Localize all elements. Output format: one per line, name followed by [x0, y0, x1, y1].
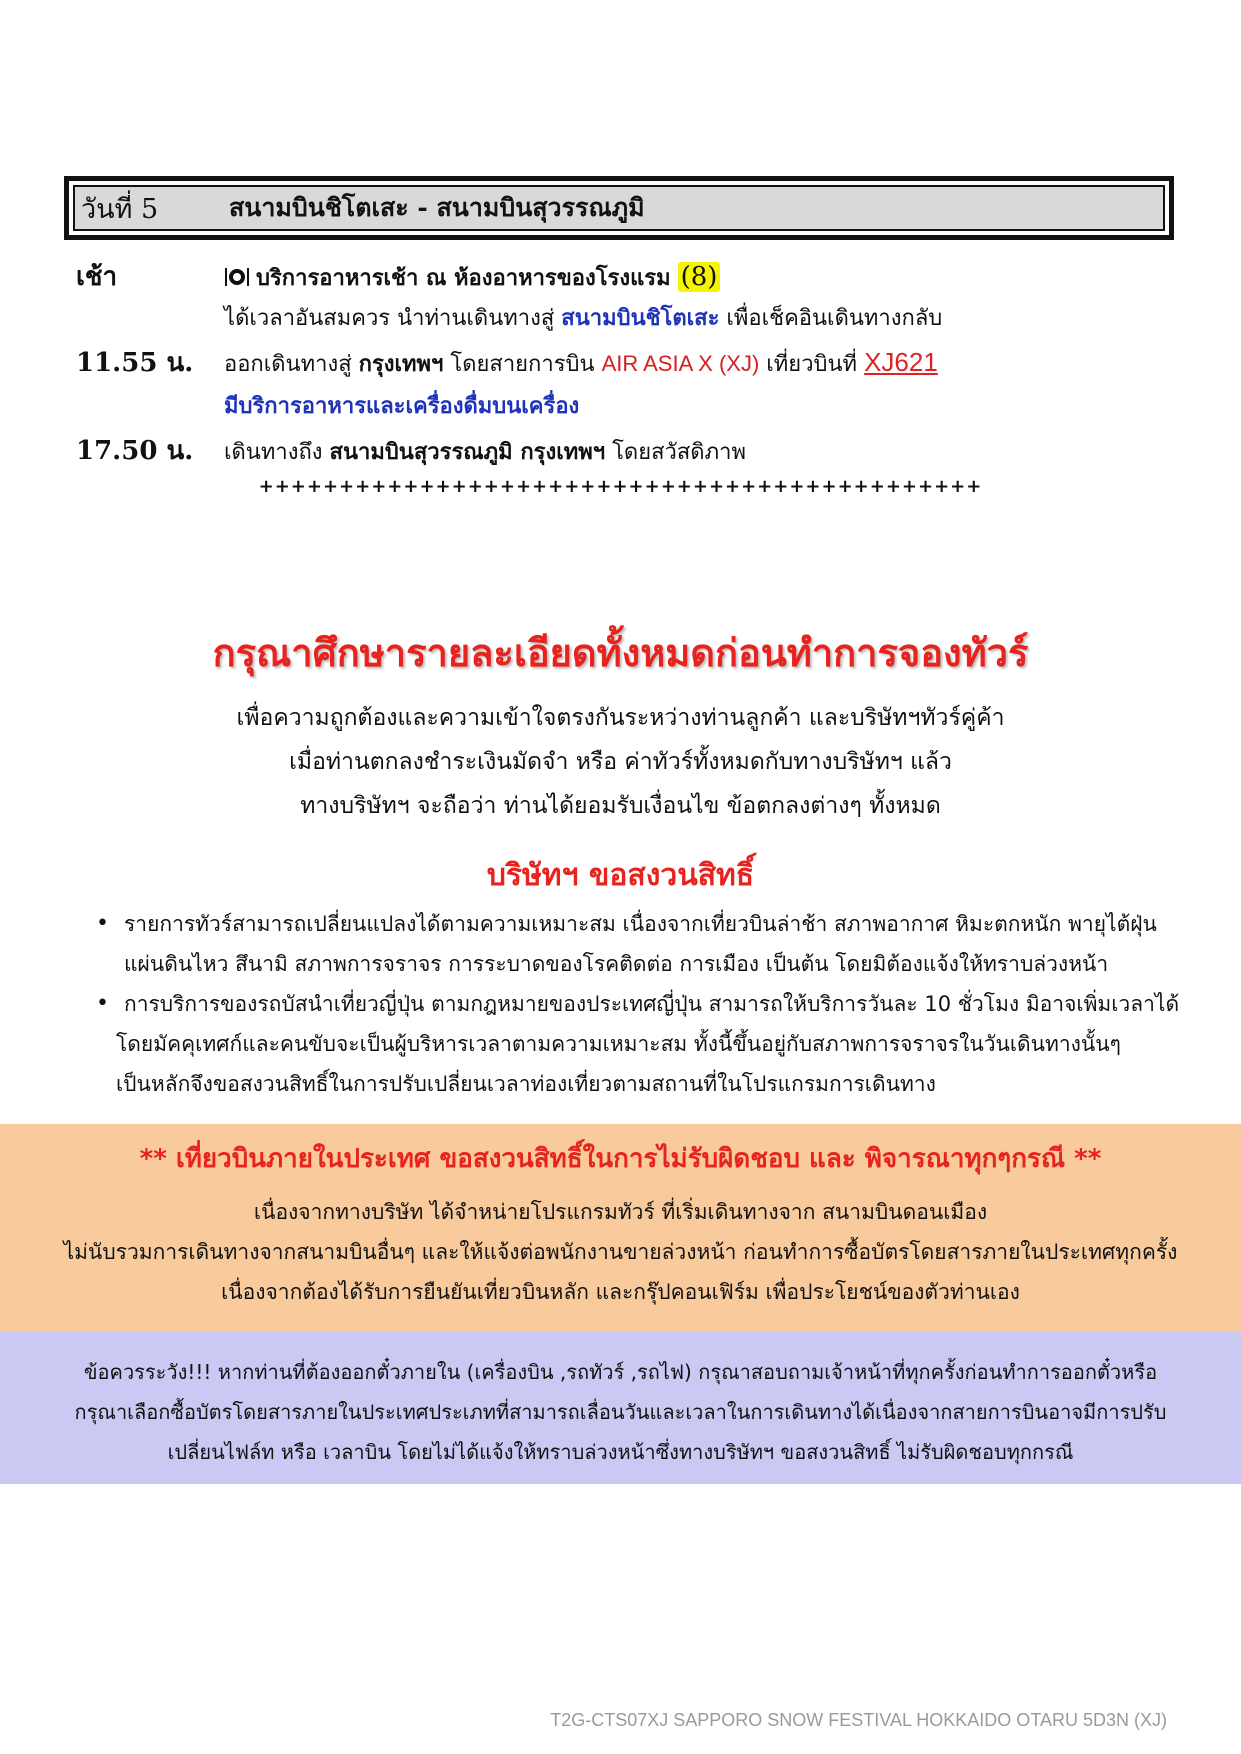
airport-highlight: สนามบินชิโตเสะ: [561, 305, 720, 331]
departure-mid: โดยสายการบิน: [450, 352, 595, 377]
day-label: วันที่ 5: [81, 193, 159, 225]
page-footer: T2G-CTS07XJ SAPPORO SNOW FESTIVAL HOKKAIDO OTARU 5D3N (XJ): [550, 1710, 1167, 1730]
departure-pre: ออกเดินทางสู่: [224, 352, 352, 377]
arrival-pre: เดินทางถึง: [224, 440, 323, 465]
day-route: สนามบินชิโตเสะ - สนามบินสุวรรณภูมิ: [229, 193, 645, 222]
domestic-flight-line: เนื่องจากต้องได้รับการยืนยันเที่ยวบินหลัก และกรุ๊ปคอนเฟิร์ม เพื่อประโยชน์ของตัวท่านเอง: [221, 1280, 1020, 1304]
notice-line: ทางบริษัทฯ จะถือว่า ท่านได้ยอมรับเงื่อนไข ข้อตกลงต่างๆ ทั้งหมด: [300, 793, 941, 819]
transfer-pre: ได้เวลาอันสมควร นำท่านเดินทางสู่: [224, 306, 555, 331]
caution-line: กรุณาเลือกซื้อบัตรโดยสารภายในประเทศประเภทที่สามารถเลื่อนวันและเวลาในการเดินทางได้เนื่องจากสายการบินอาจมีการปรับ: [74, 1400, 1167, 1424]
notice-title: กรุณาศึกษารายละเอียดทั้งหมดก่อนทำการจองทัวร์: [212, 631, 1029, 675]
domestic-flight-line: เนื่องจากทางบริษัท ได้จำหน่ายโปรแกรมทัวร์ ที่เริ่มเดินทางจาก สนามบินดอนเมือง: [253, 1200, 988, 1224]
itinerary-row-arrival: [76, 430, 1176, 471]
itinerary-text: [224, 260, 720, 295]
itinerary-text: [224, 300, 942, 335]
separator-line: +++++++++++++++++++++++++++++++++++++++++++++: [258, 476, 983, 497]
reserve-title: บริษัทฯ ขอสงวนสิทธิ์: [486, 858, 755, 893]
bullet-item: [96, 904, 1186, 984]
bullet-line: การบริการของรถบัสนำเที่ยวญี่ปุ่น ตามกฎหมายของประเทศญี่ปุ่น สามารถให้บริการวันละ 10 ชั่วโมง มิอาจเพิ่มเวลาได้: [124, 992, 1180, 1016]
meal-icon: [224, 266, 250, 288]
bullet-item: [96, 984, 1186, 1104]
itinerary-row-transfer: [76, 300, 1176, 335]
arrival-post: โดยสวัสดิภาพ: [612, 440, 746, 465]
day-header: [64, 176, 1174, 240]
breakfast-text: บริการอาหารเช้า ณ ห้องอาหารของโรงแรม: [256, 265, 671, 291]
itinerary-time: 11.55 น.: [76, 348, 194, 378]
itinerary-time: 17.50 น.: [76, 436, 194, 466]
flight-label: เที่ยวบินที่: [766, 352, 858, 377]
itinerary-text: [224, 434, 746, 469]
notice-line: เมื่อท่านตกลงชำระเงินมัดจำ หรือ ค่าทัวร์ทั้งหมดกับทางบริษัทฯ แล้ว: [289, 749, 952, 775]
itinerary-row-departure: [76, 342, 1176, 383]
reserve-bullet-list: [96, 904, 1186, 1104]
itinerary-time: เช้า: [76, 262, 118, 292]
itinerary-row-breakfast: [76, 256, 1176, 297]
bullet-line: เป็นหลักจึงขอสงวนสิทธิ์ในการปรับเปลี่ยนเวลาท่องเที่ยวตามสถานที่ในโปรแกรมการเดินทาง: [116, 1072, 936, 1096]
arrival-place: สนามบินสุวรรณภูมิ กรุงเทพฯ: [329, 439, 606, 465]
onboard-meal-text: มีบริการอาหารและเครื่องดื่มบนเครื่อง: [224, 393, 580, 419]
flight-number: XJ621: [864, 347, 938, 377]
bullet-line: โดยมัคคุเทศก์และคนขับจะเป็นผู้บริหารเวลาตามความเหมาะสม ทั้งนี้ขึ้นอยู่กับสภาพการจราจรในวันเดินทางนั้นๆ: [116, 1032, 1121, 1056]
day-header-inner: [73, 185, 1165, 231]
transfer-post: เพื่อเช็คอินเดินทางกลับ: [726, 306, 943, 331]
notice-line: เพื่อความถูกต้องและความเข้าใจตรงกันระหว่างท่านลูกค้า และบริษัทฯทัวร์คู่ค้า: [236, 705, 1005, 731]
departure-city: กรุงเทพฯ: [358, 351, 444, 377]
caution-line: เปลี่ยนไฟล์ท หรือ เวลาบิน โดยไม่ได้แจ้งให้ทราบล่วงหน้าซึ่งทางบริษัทฯ ขอสงวนสิทธิ์ ไม่รับผิดชอบทุกกรณี: [167, 1440, 1074, 1464]
domestic-flight-box: [0, 1124, 1241, 1332]
itinerary-text: [224, 346, 938, 381]
meal-count-badge: (8): [678, 262, 721, 292]
bullet-line: รายการทัวร์สามารถเปลี่ยนแปลงได้ตามความเหมาะสม เนื่องจากเที่ยวบินล่าช้า สภาพอากาศ หิมะตกหนัก พายุไต้ฝุ่น: [124, 912, 1157, 936]
airline-name: AIR ASIA X (XJ): [601, 351, 760, 376]
domestic-flight-line: ไม่นับรวมการเดินทางจากสนามบินอื่นๆ และให้แจ้งต่อพนักงานขายล่วงหน้า ก่อนทำการซื้อบัตรโดยสารภายในประเทศทุกครั้ง: [63, 1240, 1178, 1264]
caution-line: ข้อควรระวัง!!! หากท่านที่ต้องออกตั๋วภายใน (เครื่องบิน ,รถทัวร์ ,รถไฟ) กรุณาสอบถามเจ้าหน้าที่ทุกครั้งก่อนทำการออกตั๋วหรือ: [83, 1360, 1158, 1384]
itinerary-row-meal-onboard: [76, 388, 1176, 423]
domestic-flight-title: ** เที่ยวบินภายในประเทศ ขอสงวนสิทธิ์ในการไม่รับผิดชอบ และ พิจารณาทุกๆกรณี **: [139, 1144, 1102, 1174]
caution-box: [0, 1332, 1241, 1484]
bullet-line: แผ่นดินไหว สึนามิ สภาพการจราจร การระบาดของโรคติดต่อ การเมือง เป็นต้น โดยมิต้องแจ้งให้ทราบล่วงหน้า: [124, 952, 1109, 976]
